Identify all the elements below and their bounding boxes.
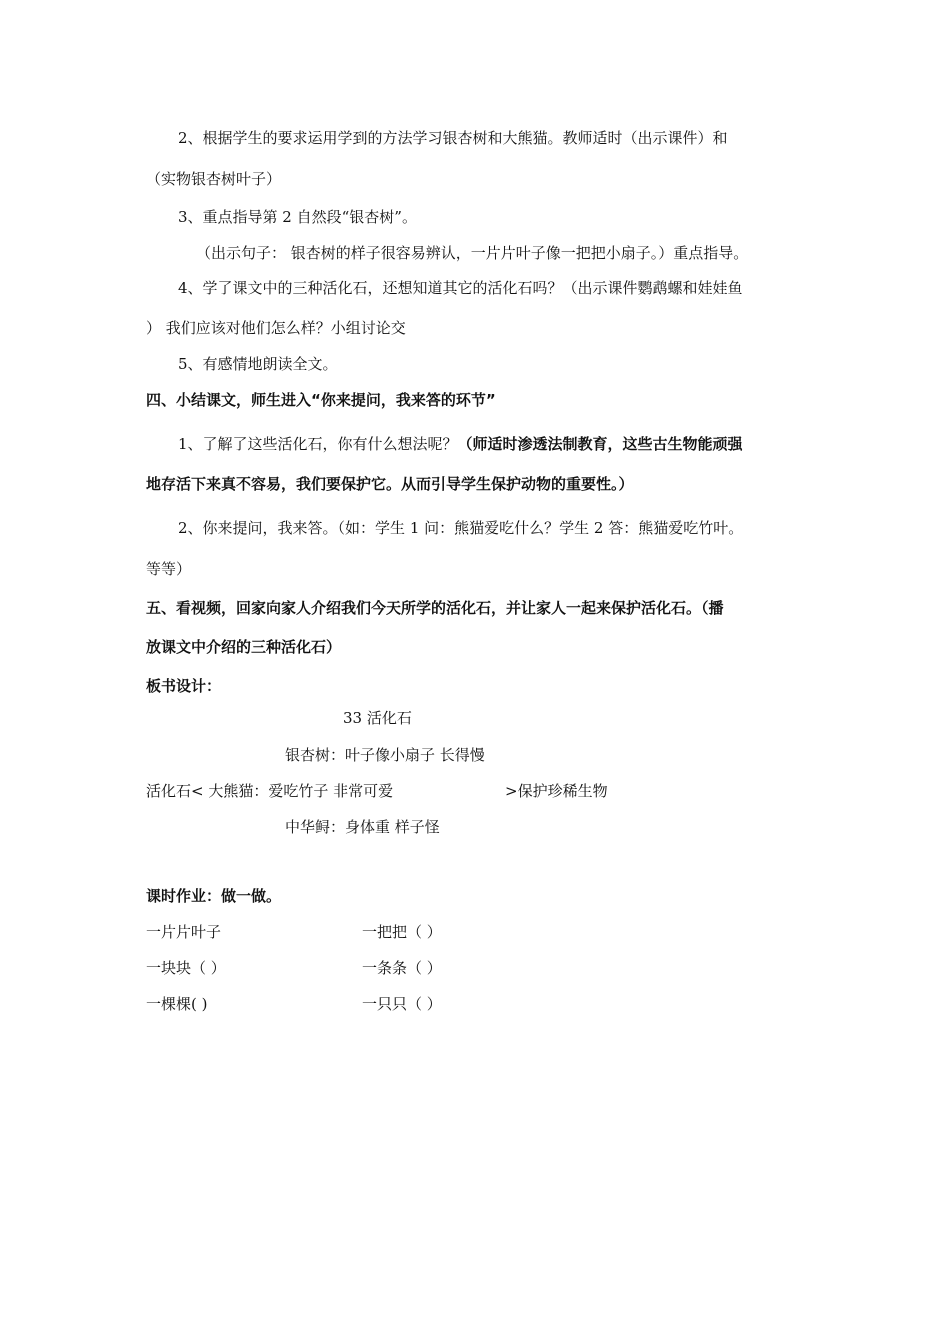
board-row-panda: 活化石< 大熊猫：爱吃竹子 非常可爱	[146, 782, 394, 800]
section3-p5: 5、有感情地朗读全文。	[178, 355, 338, 373]
homework-item: 一棵棵( )	[146, 995, 208, 1013]
section4-p1-normal: 1、了解了这些活化石，你有什么想法呢？	[178, 435, 458, 453]
section4-p1	[178, 434, 743, 454]
board-row-sturgeon: 中华鲟：身体重 样子怪	[285, 818, 440, 836]
section3-p4-line2: ） 我们应该对他们怎么样？小组讨论交	[146, 319, 406, 337]
section4-p2-line1: 2、你来提问，我来答。（如：学生 1 问：熊猫爱吃什么？学生 2 答：熊猫爱吃竹叶。	[178, 519, 744, 537]
section3-p3: 3、重点指导第 2 自然段“银杏树”。	[178, 208, 417, 226]
section4-p1-line2: 地存活下来真不容易，我们要保护它。从而引导学生保护动物的重要性。）	[146, 475, 634, 493]
homework-item: 一条条（ ）	[362, 959, 442, 977]
board-summary: >保护珍稀生物	[505, 782, 608, 800]
section3-p3-note: （出示句子： 银杏树的样子很容易辨认，一片片叶子像一把把小扇子。）重点指导。	[196, 244, 749, 262]
board-title: 33 活化石	[343, 709, 412, 727]
section3-p2-line2: （实物银杏树叶子）	[146, 170, 282, 188]
section5-line2: 放课文中介绍的三种活化石）	[146, 638, 342, 656]
section5-line1: 五、看视频，回家向家人介绍我们今天所学的活化石，并让家人一起来保护活化石。（播	[146, 599, 724, 617]
homework-item: 一片片叶子	[146, 923, 222, 941]
homework-heading: 课时作业：做一做。	[146, 887, 282, 905]
homework-item: 一只只（ ）	[362, 995, 442, 1013]
section3-p4-line1: 4、学了课文中的三种活化石，还想知道其它的活化石吗？（出示课件鹦鹉螺和娃娃鱼	[178, 279, 743, 297]
section4-heading: 四、小结课文，师生进入“你来提问，我来答的环节”	[146, 391, 496, 409]
section3-p2-line1: 2、根据学生的要求运用学到的方法学习银杏树和大熊猫。教师适时（出示课件）和	[178, 129, 728, 147]
board-row-ginkgo: 银杏树：叶子像小扇子 长得慢	[285, 746, 485, 764]
section4-p1-bold: （师适时渗透法制教育，这些古生物能顽强	[457, 435, 743, 453]
section4-p2-line2: 等等）	[146, 560, 192, 578]
homework-item: 一把把（ ）	[362, 923, 442, 941]
board-heading: 板书设计：	[146, 677, 222, 695]
homework-item: 一块块（ ）	[146, 959, 226, 977]
